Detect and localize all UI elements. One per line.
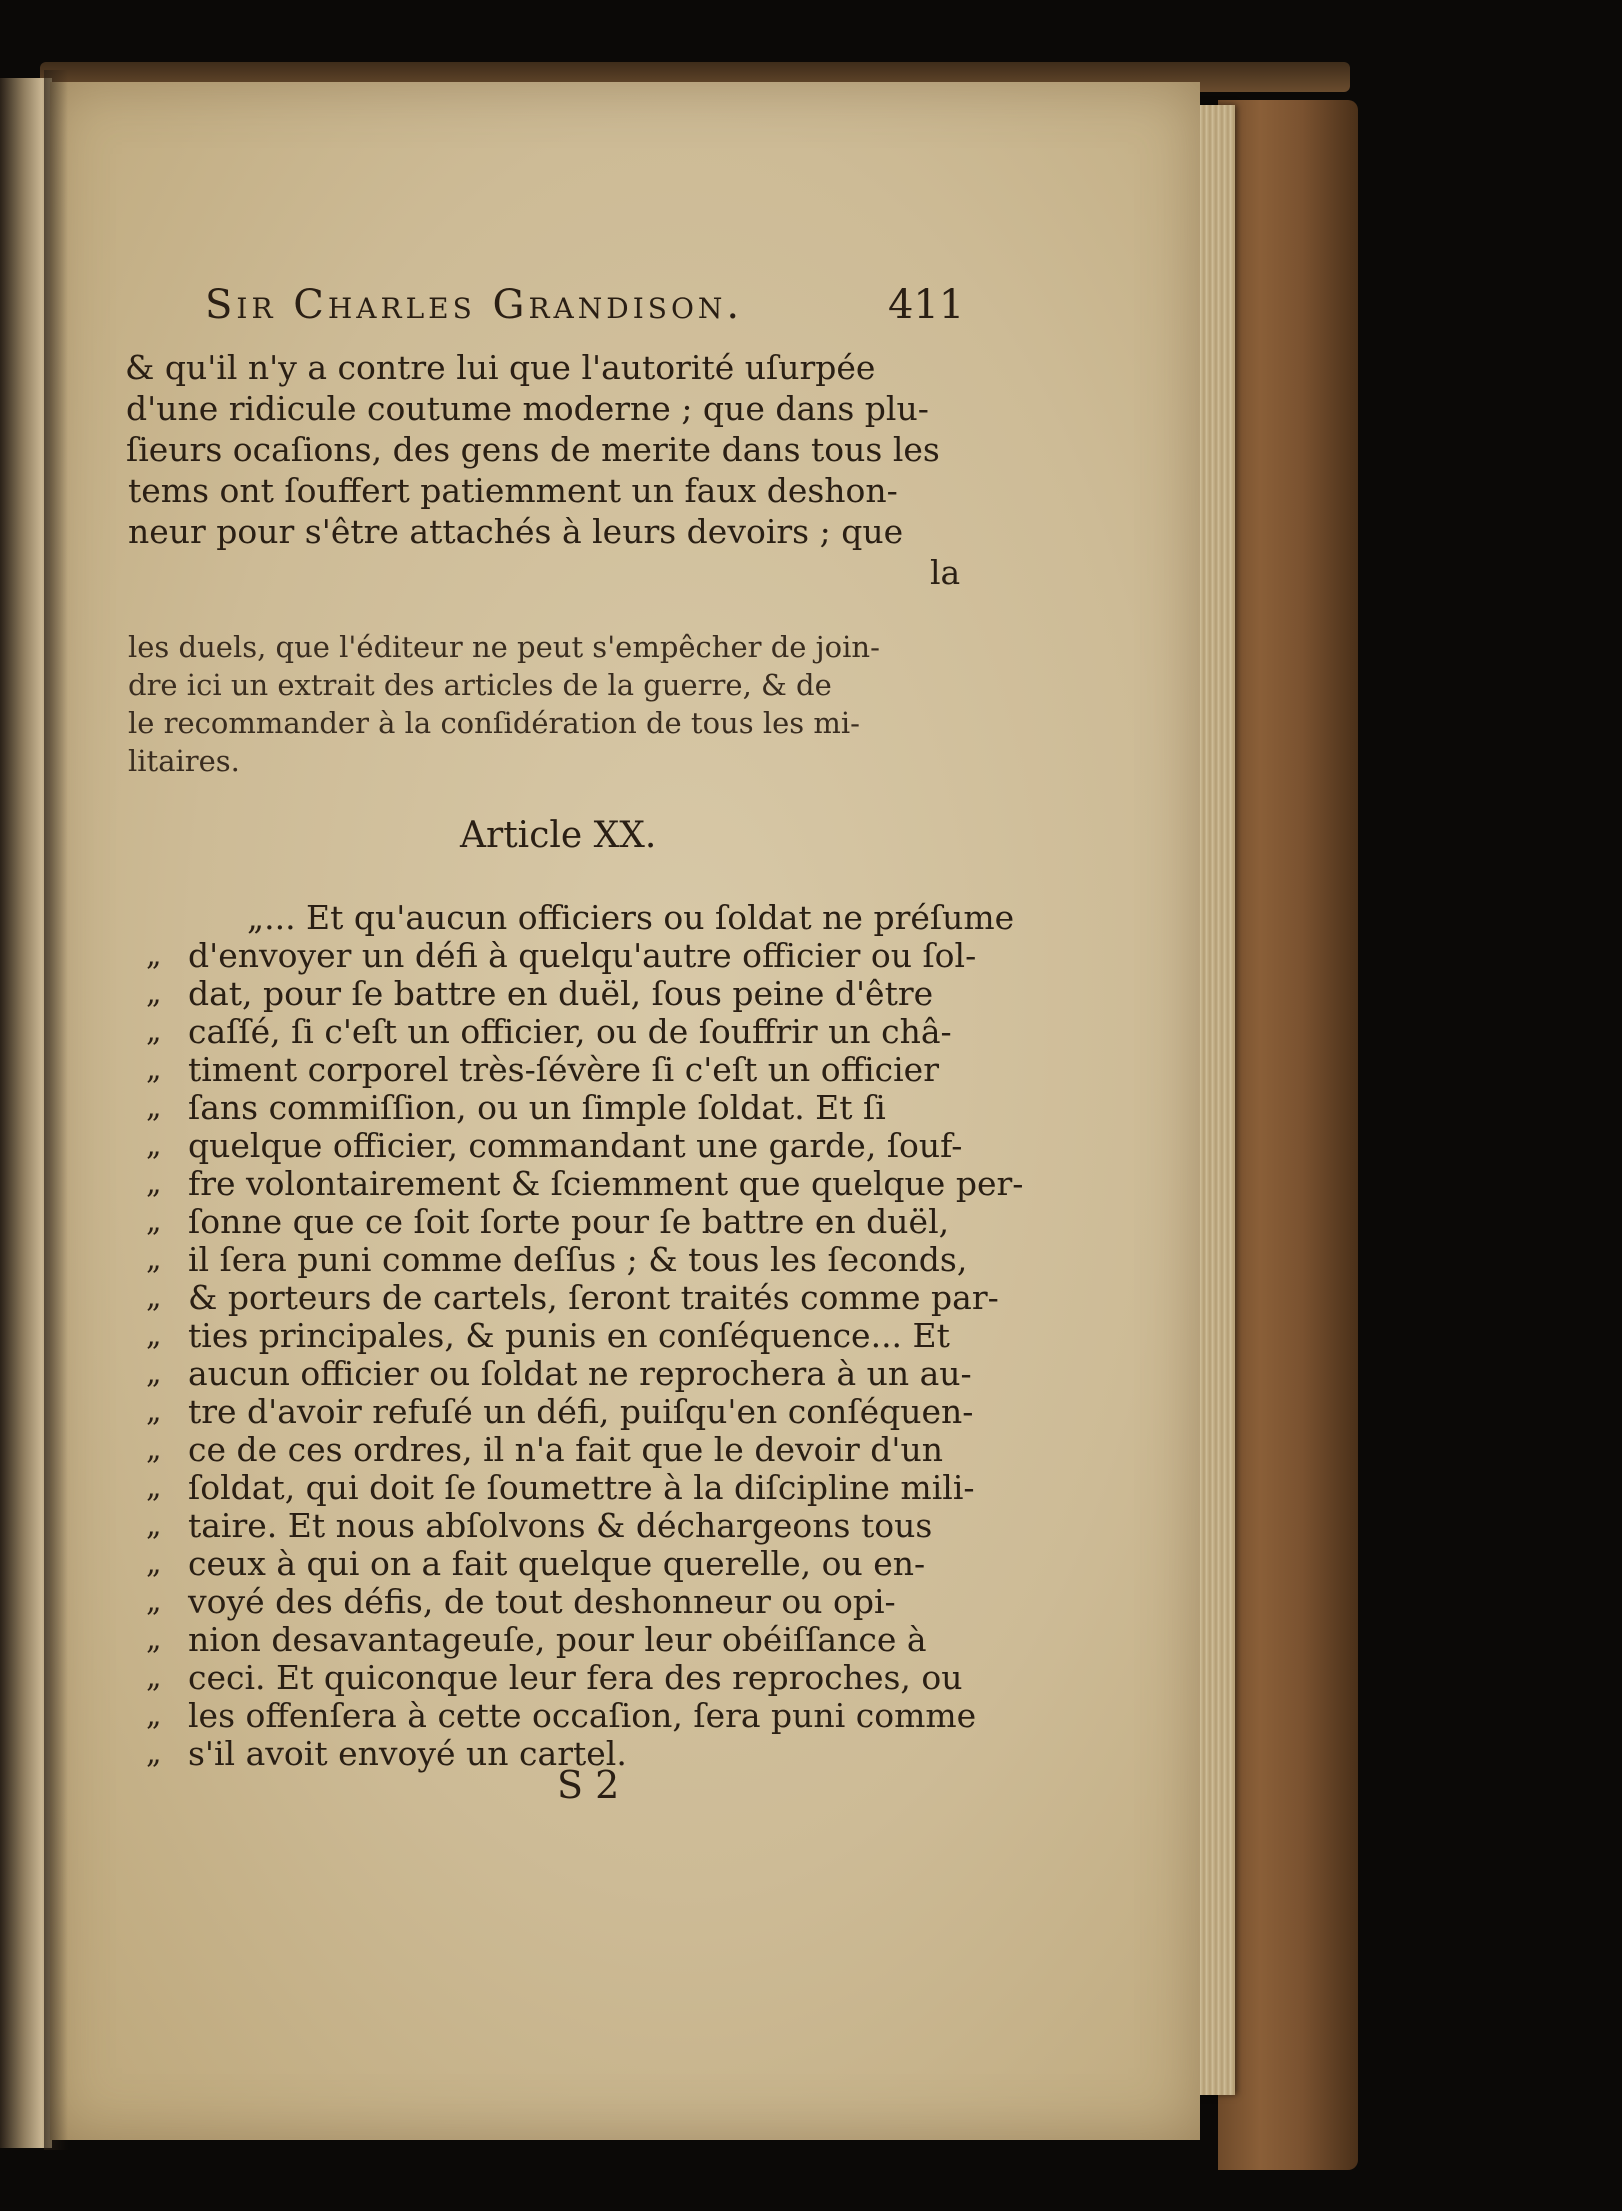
- text-line: & qu'il n'y a contre lui que l'autorité uſurpée: [125, 348, 876, 387]
- footnote-line: les duels, que l'éditeur ne peut s'empêcher de join-: [128, 630, 880, 664]
- quote-line: ties principales, & punis en conſéquence... Et: [188, 1316, 950, 1355]
- footnote-line: litaires.: [128, 744, 240, 778]
- quote-line: aucun officier ou ſoldat ne reprochera à un au-: [188, 1354, 972, 1393]
- quote-line: ſans commiſſion, ou un ſimple ſoldat. Et ſi: [188, 1088, 886, 1127]
- quote-mark: „: [146, 1698, 162, 1733]
- spine-shadow: [44, 70, 68, 2150]
- text-line: d'une ridicule coutume moderne ; que dans plu-: [126, 389, 929, 428]
- quote-mark: „: [146, 1280, 162, 1315]
- quote-line: dat, pour ſe battre en duël, ſous peine d'être: [188, 974, 934, 1013]
- page-block-edges: [1195, 105, 1235, 2095]
- text-line: ſieurs ocaſions, des gens de merite dans tous les: [126, 430, 940, 469]
- quote-line: quelque officier, commandant une garde, ſouf-: [188, 1126, 963, 1165]
- quote-mark: „: [146, 938, 162, 973]
- quote-line: „... Et qu'aucun officiers ou ſoldat ne préſume: [247, 898, 1015, 937]
- quote-mark: „: [146, 1546, 162, 1581]
- book-cover-right: [1218, 100, 1358, 2170]
- quote-mark: „: [146, 1204, 162, 1239]
- quote-line: d'envoyer un défi à quelqu'autre officier ou ſol-: [188, 936, 977, 975]
- page-number: 411: [888, 282, 965, 328]
- quote-line: s'il avoit envoyé un cartel.: [188, 1734, 627, 1773]
- quote-mark: „: [146, 1736, 162, 1771]
- quote-line: tre d'avoir refuſé un défi, puiſqu'en conſéquen-: [188, 1392, 974, 1431]
- quote-line: taire. Et nous abſolvons & déchargeons tous: [188, 1506, 933, 1545]
- quote-mark: „: [146, 1356, 162, 1391]
- running-header: Sir Charles Grandison.: [205, 282, 744, 328]
- quote-mark: „: [146, 976, 162, 1011]
- quote-line: il ſera puni comme deſſus ; & tous les ſeconds,: [188, 1240, 968, 1279]
- quote-mark: „: [146, 1432, 162, 1467]
- text-line: tems ont ſouffert patiemment un faux deshon-: [128, 471, 898, 510]
- quote-line: ſonne que ce ſoit ſorte pour ſe battre en duël,: [188, 1202, 950, 1241]
- quote-mark: „: [146, 1090, 162, 1125]
- quote-line: ce de ces ordres, il n'a fait que le devoir d'un: [188, 1430, 944, 1469]
- text-line: neur pour s'être attachés à leurs devoirs ; que: [128, 512, 904, 551]
- quote-line: caſſé, ſi c'eſt un officier, ou de ſouffrir un châ-: [188, 1012, 952, 1051]
- signature-mark: S 2: [557, 1763, 620, 1807]
- quote-line: voyé des défis, de tout deshonneur ou opi-: [188, 1582, 896, 1621]
- quote-mark: „: [146, 1508, 162, 1543]
- quote-line: timent corporel très-ſévère ſi c'eſt un officier: [188, 1050, 939, 1089]
- quote-mark: „: [146, 1584, 162, 1619]
- quote-line: ſoldat, qui doit ſe ſoumettre à la diſcipline mili-: [188, 1468, 975, 1507]
- quote-line: nion desavantageuſe, pour leur obéiſſance à: [188, 1620, 927, 1659]
- quote-mark: „: [146, 1318, 162, 1353]
- quote-mark: „: [146, 1660, 162, 1695]
- quote-mark: „: [146, 1128, 162, 1163]
- catchword: la: [930, 553, 961, 592]
- quote-line: & porteurs de cartels, ſeront traités comme par-: [188, 1278, 999, 1317]
- quote-mark: „: [146, 1166, 162, 1201]
- quote-mark: „: [146, 1622, 162, 1657]
- quote-mark: „: [146, 1470, 162, 1505]
- article-heading: Article XX.: [460, 815, 657, 856]
- quote-mark: „: [146, 1394, 162, 1429]
- footnote-line: dre ici un extrait des articles de la guerre, & de: [128, 668, 832, 702]
- quote-line: les offenſera à cette occaſion, ſera puni comme: [188, 1696, 977, 1735]
- quote-mark: „: [146, 1052, 162, 1087]
- quote-line: fre volontairement & ſciemment que quelque per-: [188, 1164, 1024, 1203]
- footnote-line: le recommander à la conſidération de tous les mi-: [128, 706, 860, 740]
- quote-mark: „: [146, 1242, 162, 1277]
- quote-line: ceux à qui on a fait quelque querelle, ou en-: [188, 1544, 926, 1583]
- quote-mark: „: [146, 1014, 162, 1049]
- quote-line: ceci. Et quiconque leur fera des reproches, ou: [188, 1658, 963, 1697]
